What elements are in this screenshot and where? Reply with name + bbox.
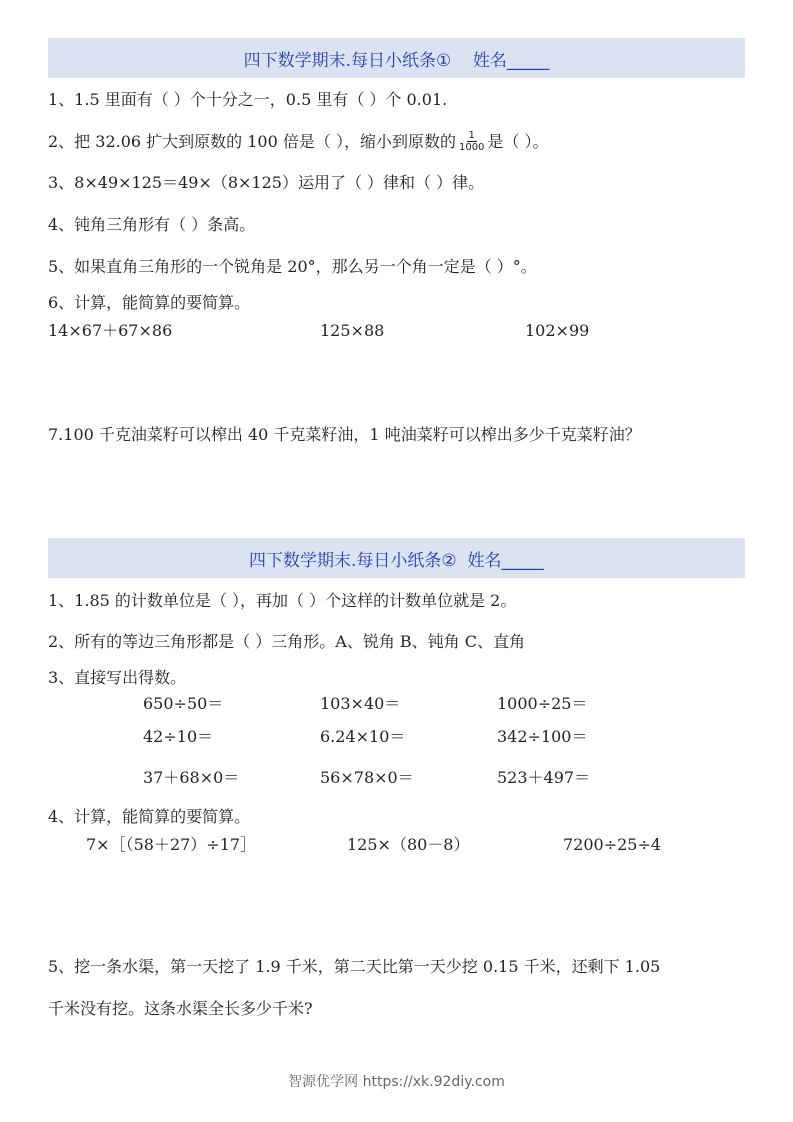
- section1-calc-3: 102×99: [525, 321, 590, 340]
- section2-question-1: 1、1.85 的计数单位是（ ），再加（ ）个这样的计数单位就是 2。: [48, 591, 517, 610]
- section2-question-2: 2、所有的等边三角形都是（ ）三角形。A、锐角 B、钝角 C、直角: [48, 632, 525, 651]
- section2-calc-2: 125×（80－8）: [347, 835, 470, 854]
- oral-r1-c2: 103×40＝: [320, 694, 401, 713]
- oral-r2-c2: 6.24×10＝: [320, 727, 406, 746]
- section1-q2-pre: 2、把 32.06 扩大到原数的 100 倍是（ ），缩小到原数的: [48, 131, 456, 151]
- oral-r1-c3: 1000÷25＝: [497, 694, 588, 713]
- section1-question-7: 7.100 千克油菜籽可以榨出 40 千克菜籽油，1 吨油菜籽可以榨出多少千克菜籽油？: [48, 425, 641, 444]
- section2-question-4: 4、计算，能简算的要简算。: [48, 807, 251, 826]
- section2-title-bar: [48, 538, 745, 578]
- section1-question-1: 1、1.5 里面有（ ）个十分之一，0.5 里有（ ）个 0.01.: [48, 90, 448, 109]
- section2-title: 四下数学期末.每日小纸条② 姓名_____: [249, 550, 544, 571]
- oral-r1-c1: 650÷50＝: [143, 694, 224, 713]
- section1-question-4: 4、钝角三角形有（ ）条高。: [48, 215, 256, 234]
- section1-calc-1: 14×67＋67×86: [48, 321, 173, 340]
- oral-r2-c3: 342÷100＝: [497, 727, 588, 746]
- section2-calc-3: 7200÷25÷4: [563, 835, 662, 854]
- section2-calc-1: 7×［（58＋27）÷17］: [86, 835, 257, 854]
- oral-r2-c1: 42÷10＝: [143, 727, 214, 746]
- section2-question-5-line1: 5、挖一条水渠，第一天挖了 1.9 千米，第二天比第一天少挖 0.15 千米，还剩下 1.05: [48, 957, 661, 976]
- section1-question-5: 5、如果直角三角形的一个锐角是 20°，那么另一个角一定是（ ）°。: [48, 257, 537, 276]
- section1-title: 四下数学期末.每日小纸条① 姓名_____: [243, 50, 550, 71]
- fraction-numerator: 1: [468, 130, 475, 141]
- section2-question-5-line2: 千米没有挖。这条水渠全长多少千米?: [48, 999, 313, 1018]
- oral-r3-c1: 37＋68×0＝: [143, 768, 240, 787]
- section1-question-6: 6、计算，能简算的要简算。: [48, 293, 251, 312]
- section1-question-3: 3、8×49×125＝49×（8×125）运用了（ ）律和（ ）律。: [48, 173, 485, 192]
- section1-question-2: [48, 130, 549, 153]
- fraction-one-thousandth: [457, 130, 486, 153]
- section1-title-bar: [48, 38, 745, 78]
- fraction-denominator: 1000: [458, 142, 485, 153]
- oral-r3-c2: 56×78×0＝: [320, 768, 414, 787]
- section2-question-3: 3、直接写出得数。: [48, 668, 187, 687]
- footer-watermark: 智源优学网 https://xk.92diy.com: [288, 1074, 505, 1090]
- section1-q2-post: 是（ ）。: [487, 131, 549, 151]
- section1-calc-2: 125×88: [320, 321, 385, 340]
- oral-r3-c3: 523＋497＝: [497, 768, 591, 787]
